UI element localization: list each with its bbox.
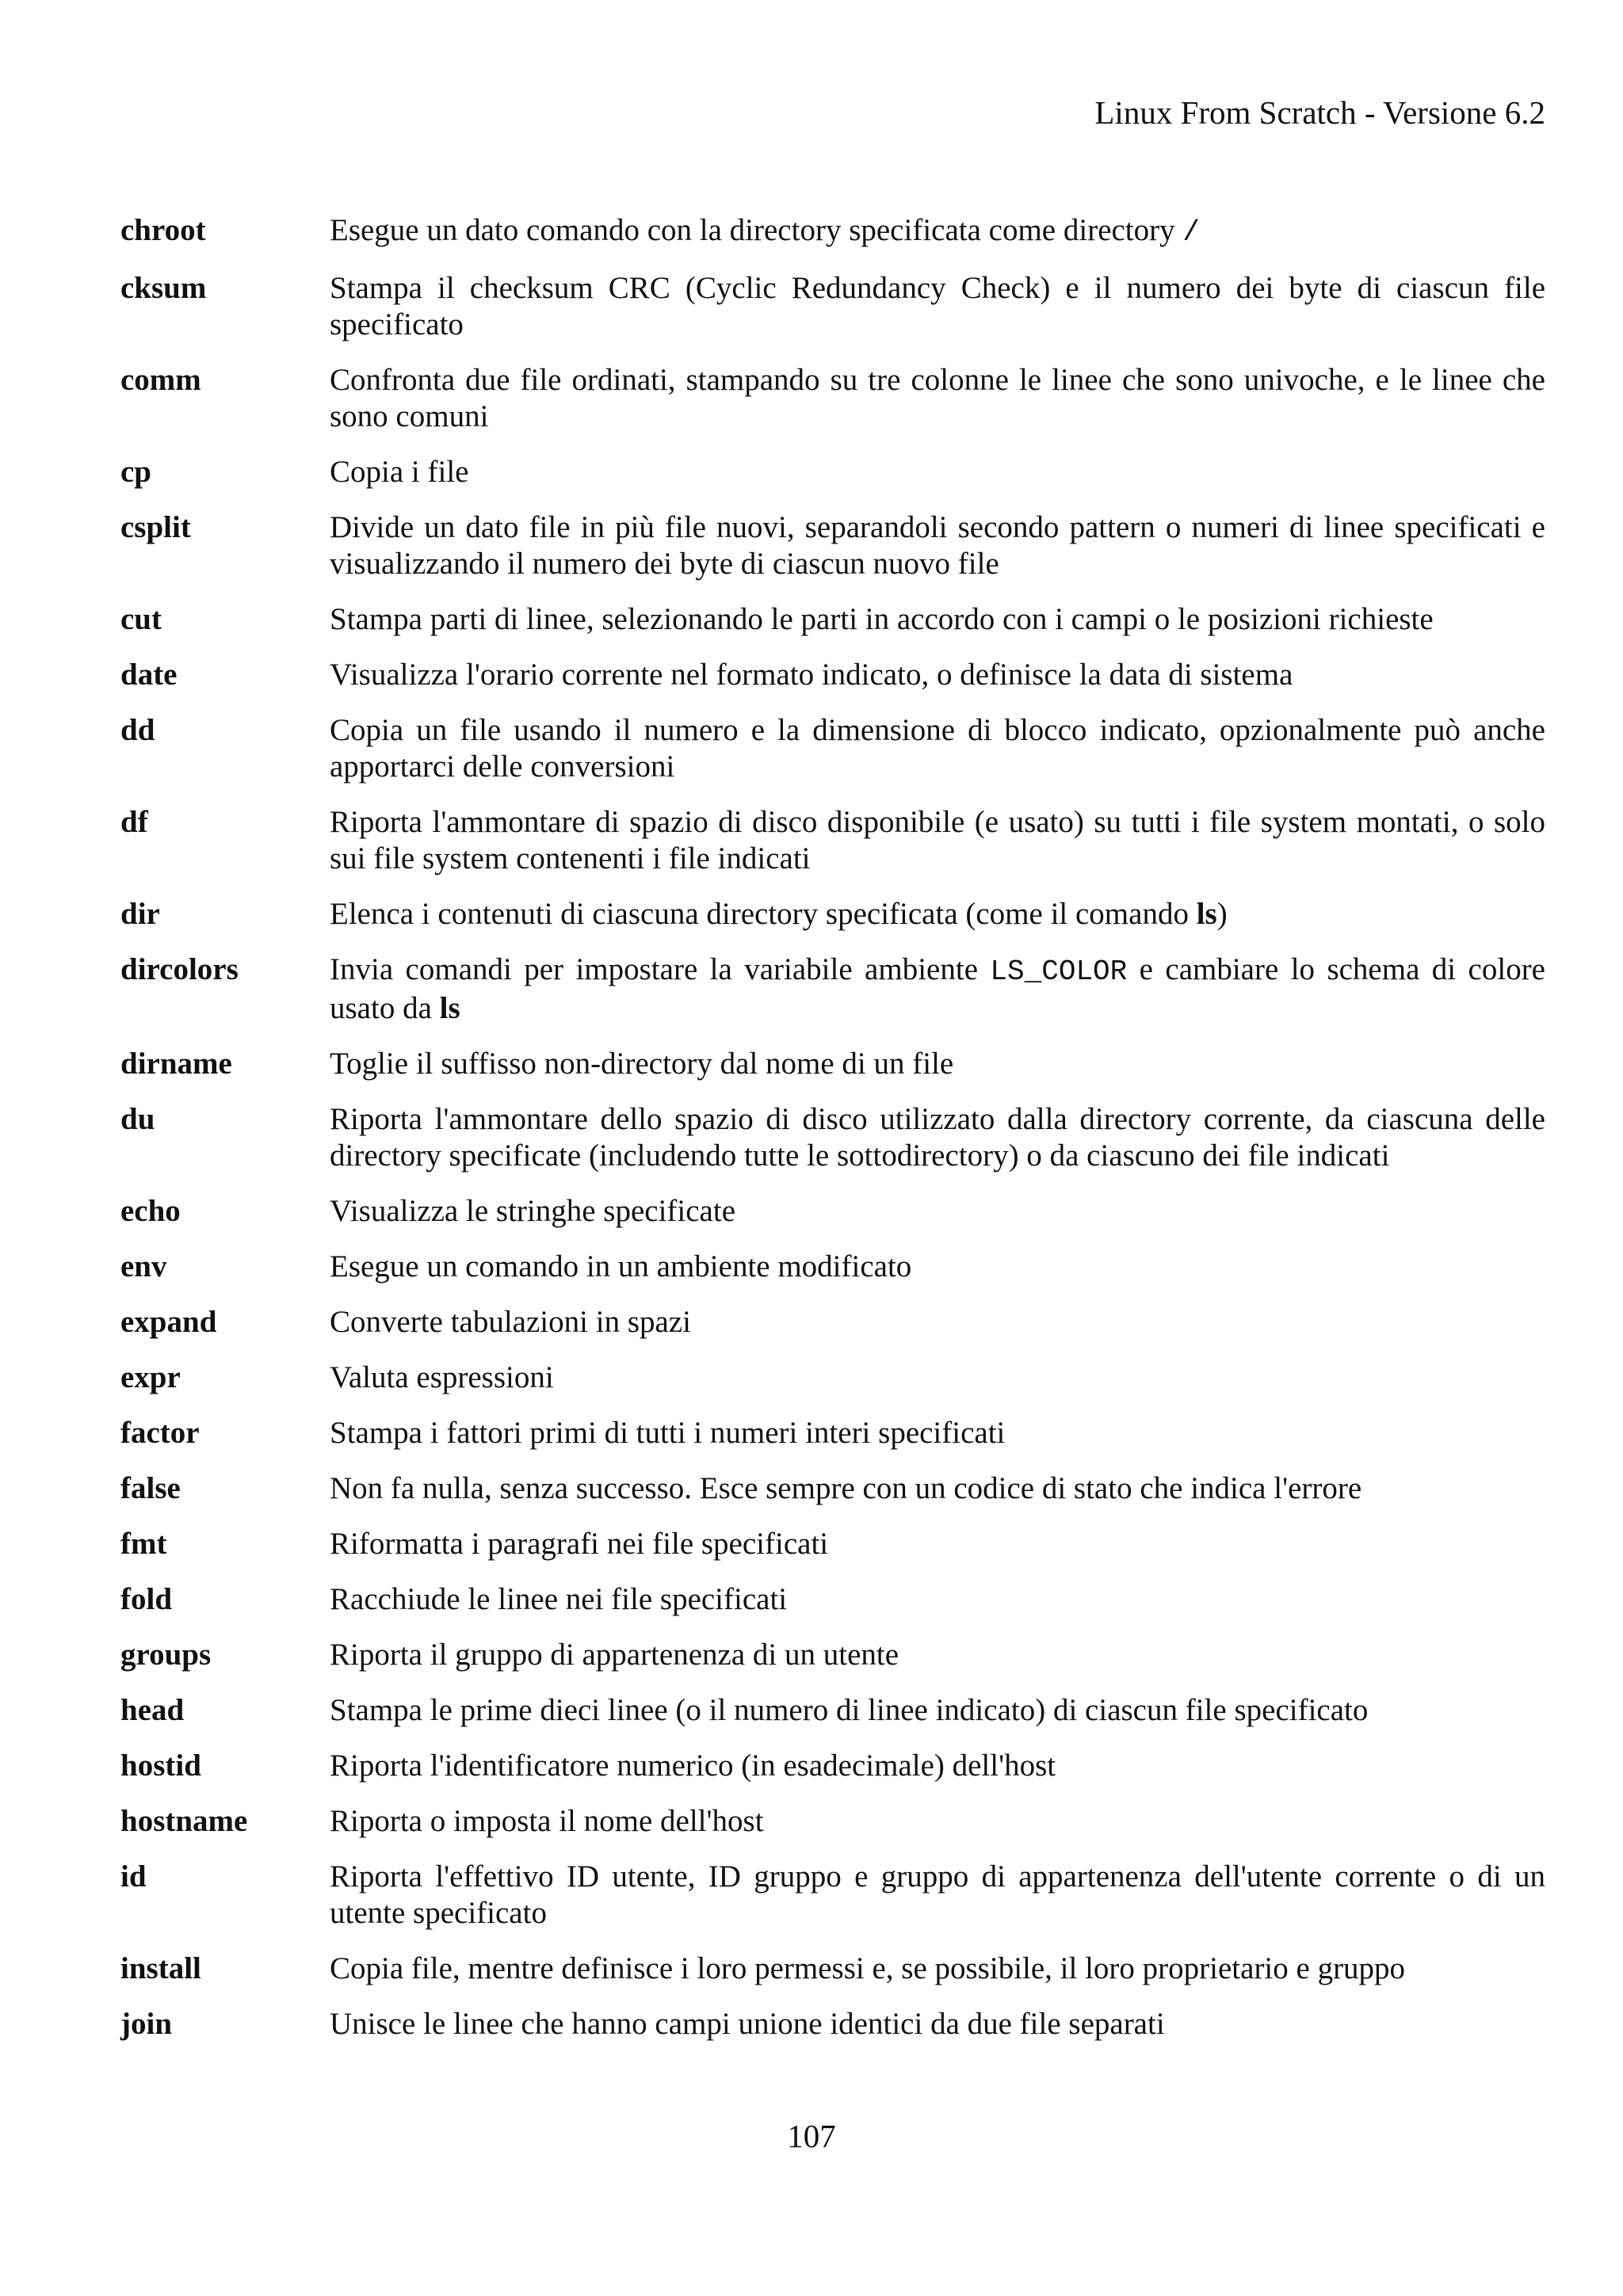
command-entry-date — [120, 657, 1545, 693]
command-entry-expand — [120, 1304, 1545, 1341]
command-name: install — [120, 1951, 201, 1985]
command-entry-join — [120, 2006, 1545, 2042]
command-entry-chroot — [120, 212, 1545, 251]
description-text: Riporta l'ammontare di spazio di disco disponibile (e usato) su tutti i file system montati, o solo sui file system contenenti i file indicati — [330, 805, 1545, 875]
description-text: Esegue un dato comando con la directory specificata come directory — [330, 213, 1183, 247]
command-description — [330, 270, 1545, 343]
command-description — [330, 1637, 1545, 1673]
description-text: Invia comandi per impostare la variabile ambiente — [330, 952, 991, 986]
command-entry-cp — [120, 454, 1545, 490]
description-text: Toglie il suffisso non-directory dal nome di un file — [330, 1047, 954, 1081]
command-description — [330, 712, 1545, 785]
command-name: expr — [120, 1360, 181, 1394]
description-text: Visualizza le stringhe specificate — [330, 1194, 736, 1228]
command-name: dd — [120, 713, 155, 747]
command-reference: ls — [439, 991, 460, 1025]
command-name: cut — [120, 602, 162, 636]
command-name: join — [120, 2007, 173, 2041]
command-name: false — [120, 1471, 181, 1505]
command-name: groups — [120, 1638, 212, 1672]
command-name: cksum — [120, 271, 207, 305]
command-description — [330, 1859, 1545, 1932]
command-entry-expr — [120, 1360, 1545, 1396]
command-name: id — [120, 1859, 147, 1894]
description-text: Stampa le prime dieci linee (o il numero di linee indicato) di ciascun file specificato — [330, 1693, 1369, 1727]
command-description — [330, 362, 1545, 435]
command-entry-install — [120, 1951, 1545, 1987]
command-entry-dd — [120, 712, 1545, 785]
command-name: dircolors — [120, 952, 239, 986]
command-entry-csplit — [120, 509, 1545, 582]
command-description — [330, 1951, 1545, 1987]
command-description — [330, 1526, 1545, 1562]
description-text: Riporta il gruppo di appartenenza di un utente — [330, 1638, 899, 1672]
command-entry-cksum — [120, 270, 1545, 343]
command-name: du — [120, 1102, 155, 1136]
description-text: Copia i file — [330, 455, 469, 489]
command-entry-du — [120, 1101, 1545, 1174]
command-description — [330, 896, 1545, 933]
command-name: head — [120, 1693, 185, 1727]
command-entry-groups — [120, 1637, 1545, 1673]
command-name: dirname — [120, 1047, 232, 1081]
command-name: fmt — [120, 1527, 167, 1561]
command-entry-env — [120, 1249, 1545, 1285]
command-entry-id — [120, 1859, 1545, 1932]
command-name: df — [120, 805, 148, 839]
command-name: hostid — [120, 1749, 201, 1783]
command-description — [330, 601, 1545, 638]
command-description — [330, 1046, 1545, 1082]
command-entry-cut — [120, 601, 1545, 638]
description-text: Valuta espressioni — [330, 1360, 554, 1394]
command-definition-list — [120, 212, 1545, 2061]
description-text: Riporta l'identificatore numerico (in esadecimale) dell'host — [330, 1749, 1056, 1783]
description-text: Divide un dato file in più file nuovi, separandoli secondo pattern o numeri di linee specificati e visualizzando il numero dei byte di ciascun nuovo file — [330, 510, 1545, 581]
command-description — [330, 1415, 1545, 1451]
description-text: Riporta l'ammontare dello spazio di disco utilizzato dalla directory corrente, da ciascuna delle directory specificate (includendo tutte le sottodirectory) o da ciascuno dei file indicati — [330, 1102, 1545, 1173]
command-entry-comm — [120, 362, 1545, 435]
description-text: Esegue un comando in un ambiente modificato — [330, 1249, 912, 1283]
command-entry-dircolors — [120, 952, 1545, 1027]
command-name: chroot — [120, 213, 206, 247]
command-description — [330, 657, 1545, 693]
command-name: env — [120, 1249, 167, 1283]
description-text: Converte tabulazioni in spazi — [330, 1305, 691, 1339]
description-text: Stampa i fattori primi di tutti i numeri interi specificati — [330, 1416, 1006, 1450]
command-name: comm — [120, 363, 201, 397]
command-description — [330, 1101, 1545, 1174]
command-entry-fold — [120, 1581, 1545, 1618]
code-literal: LS_COLOR — [990, 955, 1128, 988]
command-name: dir — [120, 897, 160, 931]
command-name: echo — [120, 1194, 181, 1228]
command-description — [330, 1193, 1545, 1230]
description-text: Copia un file usando il numero e la dimensione di blocco indicato, opzionalmente può anche apportarci delle conversioni — [330, 713, 1545, 784]
description-text: Copia file, mentre definisce i loro permessi e, se possibile, il loro proprietario e gruppo — [330, 1951, 1406, 1985]
command-description — [330, 1249, 1545, 1285]
command-description — [330, 1360, 1545, 1396]
command-description — [330, 454, 1545, 490]
description-text: Riporta o imposta il nome dell'host — [330, 1804, 764, 1838]
running-header: Linux From Scratch - Versione 6.2 — [1094, 94, 1545, 131]
command-name: csplit — [120, 510, 191, 544]
command-description — [330, 1803, 1545, 1840]
command-description — [330, 212, 1545, 251]
description-text: Stampa parti di linee, selezionando le parti in accordo con i campi o le posizioni richieste — [330, 602, 1434, 636]
command-entry-false — [120, 1470, 1545, 1507]
command-entry-df — [120, 804, 1545, 877]
command-name: expand — [120, 1305, 217, 1339]
command-entry-dir — [120, 896, 1545, 933]
command-entry-dirname — [120, 1046, 1545, 1082]
command-description — [330, 2006, 1545, 2042]
command-entry-head — [120, 1692, 1545, 1729]
description-text: e cambiare lo schema di colore usato da — [330, 952, 1545, 1025]
description-text: Visualizza l'orario corrente nel formato indicato, o definisce la data di sistema — [330, 658, 1293, 692]
command-description — [330, 509, 1545, 582]
command-reference: ls — [1196, 897, 1217, 931]
command-description — [330, 1748, 1545, 1784]
command-entry-hostid — [120, 1748, 1545, 1784]
description-text: Riformatta i paragrafi nei file specificati — [330, 1527, 829, 1561]
code-literal: / — [1182, 216, 1200, 249]
description-text: Non fa nulla, senza successo. Esce sempre con un codice di stato che indica l'errore — [330, 1471, 1362, 1505]
command-entry-echo — [120, 1193, 1545, 1230]
command-entry-factor — [120, 1415, 1545, 1451]
command-name: fold — [120, 1582, 173, 1616]
description-text: Stampa il checksum CRC (Cyclic Redundancy Check) e il numero dei byte di ciascun file specificato — [330, 271, 1545, 341]
command-name: hostname — [120, 1804, 248, 1838]
command-description — [330, 1581, 1545, 1618]
command-description — [330, 952, 1545, 1027]
description-text: Racchiude le linee nei file specificati — [330, 1582, 788, 1616]
command-description — [330, 1304, 1545, 1341]
description-text: ) — [1216, 897, 1228, 931]
page-number: 107 — [787, 2118, 836, 2154]
command-name: factor — [120, 1416, 200, 1450]
command-entry-hostname — [120, 1803, 1545, 1840]
command-entry-fmt — [120, 1526, 1545, 1562]
description-text: Riporta l'effettivo ID utente, ID gruppo e gruppo di appartenenza dell'utente corrente o di un utente specificato — [330, 1859, 1545, 1930]
command-name: cp — [120, 455, 151, 489]
command-description — [330, 804, 1545, 877]
command-name: date — [120, 658, 178, 692]
command-description — [330, 1470, 1545, 1507]
description-text: Elenca i contenuti di ciascuna directory specificata (come il comando — [330, 897, 1197, 931]
description-text: Confronta due file ordinati, stampando su tre colonne le linee che sono univoche, e le linee che sono comuni — [330, 363, 1545, 433]
command-description — [330, 1692, 1545, 1729]
description-text: Unisce le linee che hanno campi unione identici da due file separati — [330, 2007, 1165, 2041]
